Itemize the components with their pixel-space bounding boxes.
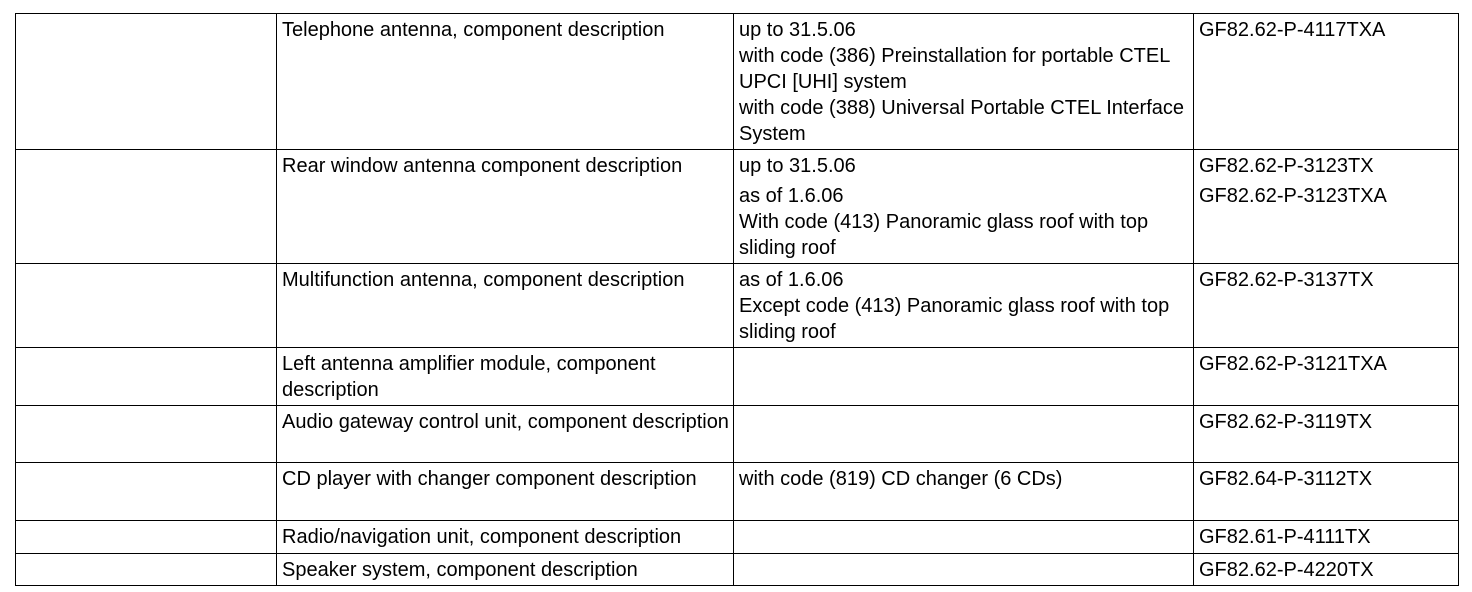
doc-number-line: GF82.64-P-3112TX bbox=[1199, 468, 1373, 490]
document-number bbox=[1194, 521, 1459, 554]
condition-line: as of 1.6.06 bbox=[739, 269, 844, 291]
validity-conditions bbox=[734, 14, 1194, 150]
doc-number-line: GF82.62-P-3137TX bbox=[1199, 269, 1374, 291]
document-number bbox=[1194, 264, 1459, 348]
document-number bbox=[1194, 150, 1459, 264]
validity-conditions bbox=[734, 150, 1194, 264]
document-number bbox=[1194, 348, 1459, 406]
table-row bbox=[16, 264, 1459, 348]
condition-line: Except code (413) Panoramic glass roof with top sliding roof bbox=[739, 295, 1170, 343]
condition-line: up to 31.5.06 bbox=[739, 19, 856, 41]
condition-line: as of 1.6.06 bbox=[739, 185, 844, 207]
doc-number-line: GF82.62-P-3119TX bbox=[1199, 411, 1373, 433]
doc-number-line: GF82.62-P-4117TXA bbox=[1199, 19, 1386, 41]
table-row bbox=[16, 521, 1459, 554]
condition-line: with code (819) CD changer (6 CDs) bbox=[739, 468, 1063, 490]
table-row bbox=[16, 554, 1459, 586]
document-number bbox=[1194, 406, 1459, 463]
validity-conditions bbox=[734, 521, 1194, 554]
condition-line: with code (388) Universal Portable CTEL Interface System bbox=[739, 97, 1185, 145]
document-number bbox=[1194, 14, 1459, 150]
row-blank-cell bbox=[16, 150, 277, 264]
row-blank-cell bbox=[16, 348, 277, 406]
table-row bbox=[16, 463, 1459, 521]
validity-conditions bbox=[734, 554, 1194, 586]
component-description: Left antenna amplifier module, component description bbox=[277, 348, 734, 406]
row-blank-cell bbox=[16, 521, 277, 554]
row-blank-cell bbox=[16, 14, 277, 150]
condition-line: with code (386) Preinstallation for portable CTEL UPCI [UHI] system bbox=[739, 45, 1170, 93]
table-row bbox=[16, 406, 1459, 463]
table-row bbox=[16, 14, 1459, 150]
doc-number-line: GF82.62-P-4220TX bbox=[1199, 559, 1374, 581]
doc-number-line: GF82.61-P-4111TX bbox=[1199, 526, 1371, 548]
validity-conditions bbox=[734, 264, 1194, 348]
table-row bbox=[16, 348, 1459, 406]
document-sheet bbox=[15, 13, 1459, 586]
component-table bbox=[15, 13, 1459, 586]
condition-line: up to 31.5.06 bbox=[739, 155, 856, 177]
row-blank-cell bbox=[16, 463, 277, 521]
doc-number-line: GF82.62-P-3121TXA bbox=[1199, 353, 1387, 375]
doc-number-line: GF82.62-P-3123TXA bbox=[1199, 185, 1387, 207]
row-blank-cell bbox=[16, 406, 277, 463]
component-description: Multifunction antenna, component description bbox=[277, 264, 734, 348]
component-description: Audio gateway control unit, component description bbox=[277, 406, 734, 463]
table-row bbox=[16, 150, 1459, 264]
validity-conditions bbox=[734, 348, 1194, 406]
document-number bbox=[1194, 554, 1459, 586]
row-blank-cell bbox=[16, 264, 277, 348]
validity-conditions bbox=[734, 406, 1194, 463]
document-number bbox=[1194, 463, 1459, 521]
component-description: Rear window antenna component description bbox=[277, 150, 734, 264]
component-description: CD player with changer component description bbox=[277, 463, 734, 521]
component-description: Radio/navigation unit, component description bbox=[277, 521, 734, 554]
component-description: Telephone antenna, component description bbox=[277, 14, 734, 150]
condition-line: With code (413) Panoramic glass roof with top sliding roof bbox=[739, 211, 1149, 259]
doc-number-line: GF82.62-P-3123TX bbox=[1199, 155, 1374, 177]
validity-conditions bbox=[734, 463, 1194, 521]
row-blank-cell bbox=[16, 554, 277, 586]
component-description: Speaker system, component description bbox=[277, 554, 734, 586]
